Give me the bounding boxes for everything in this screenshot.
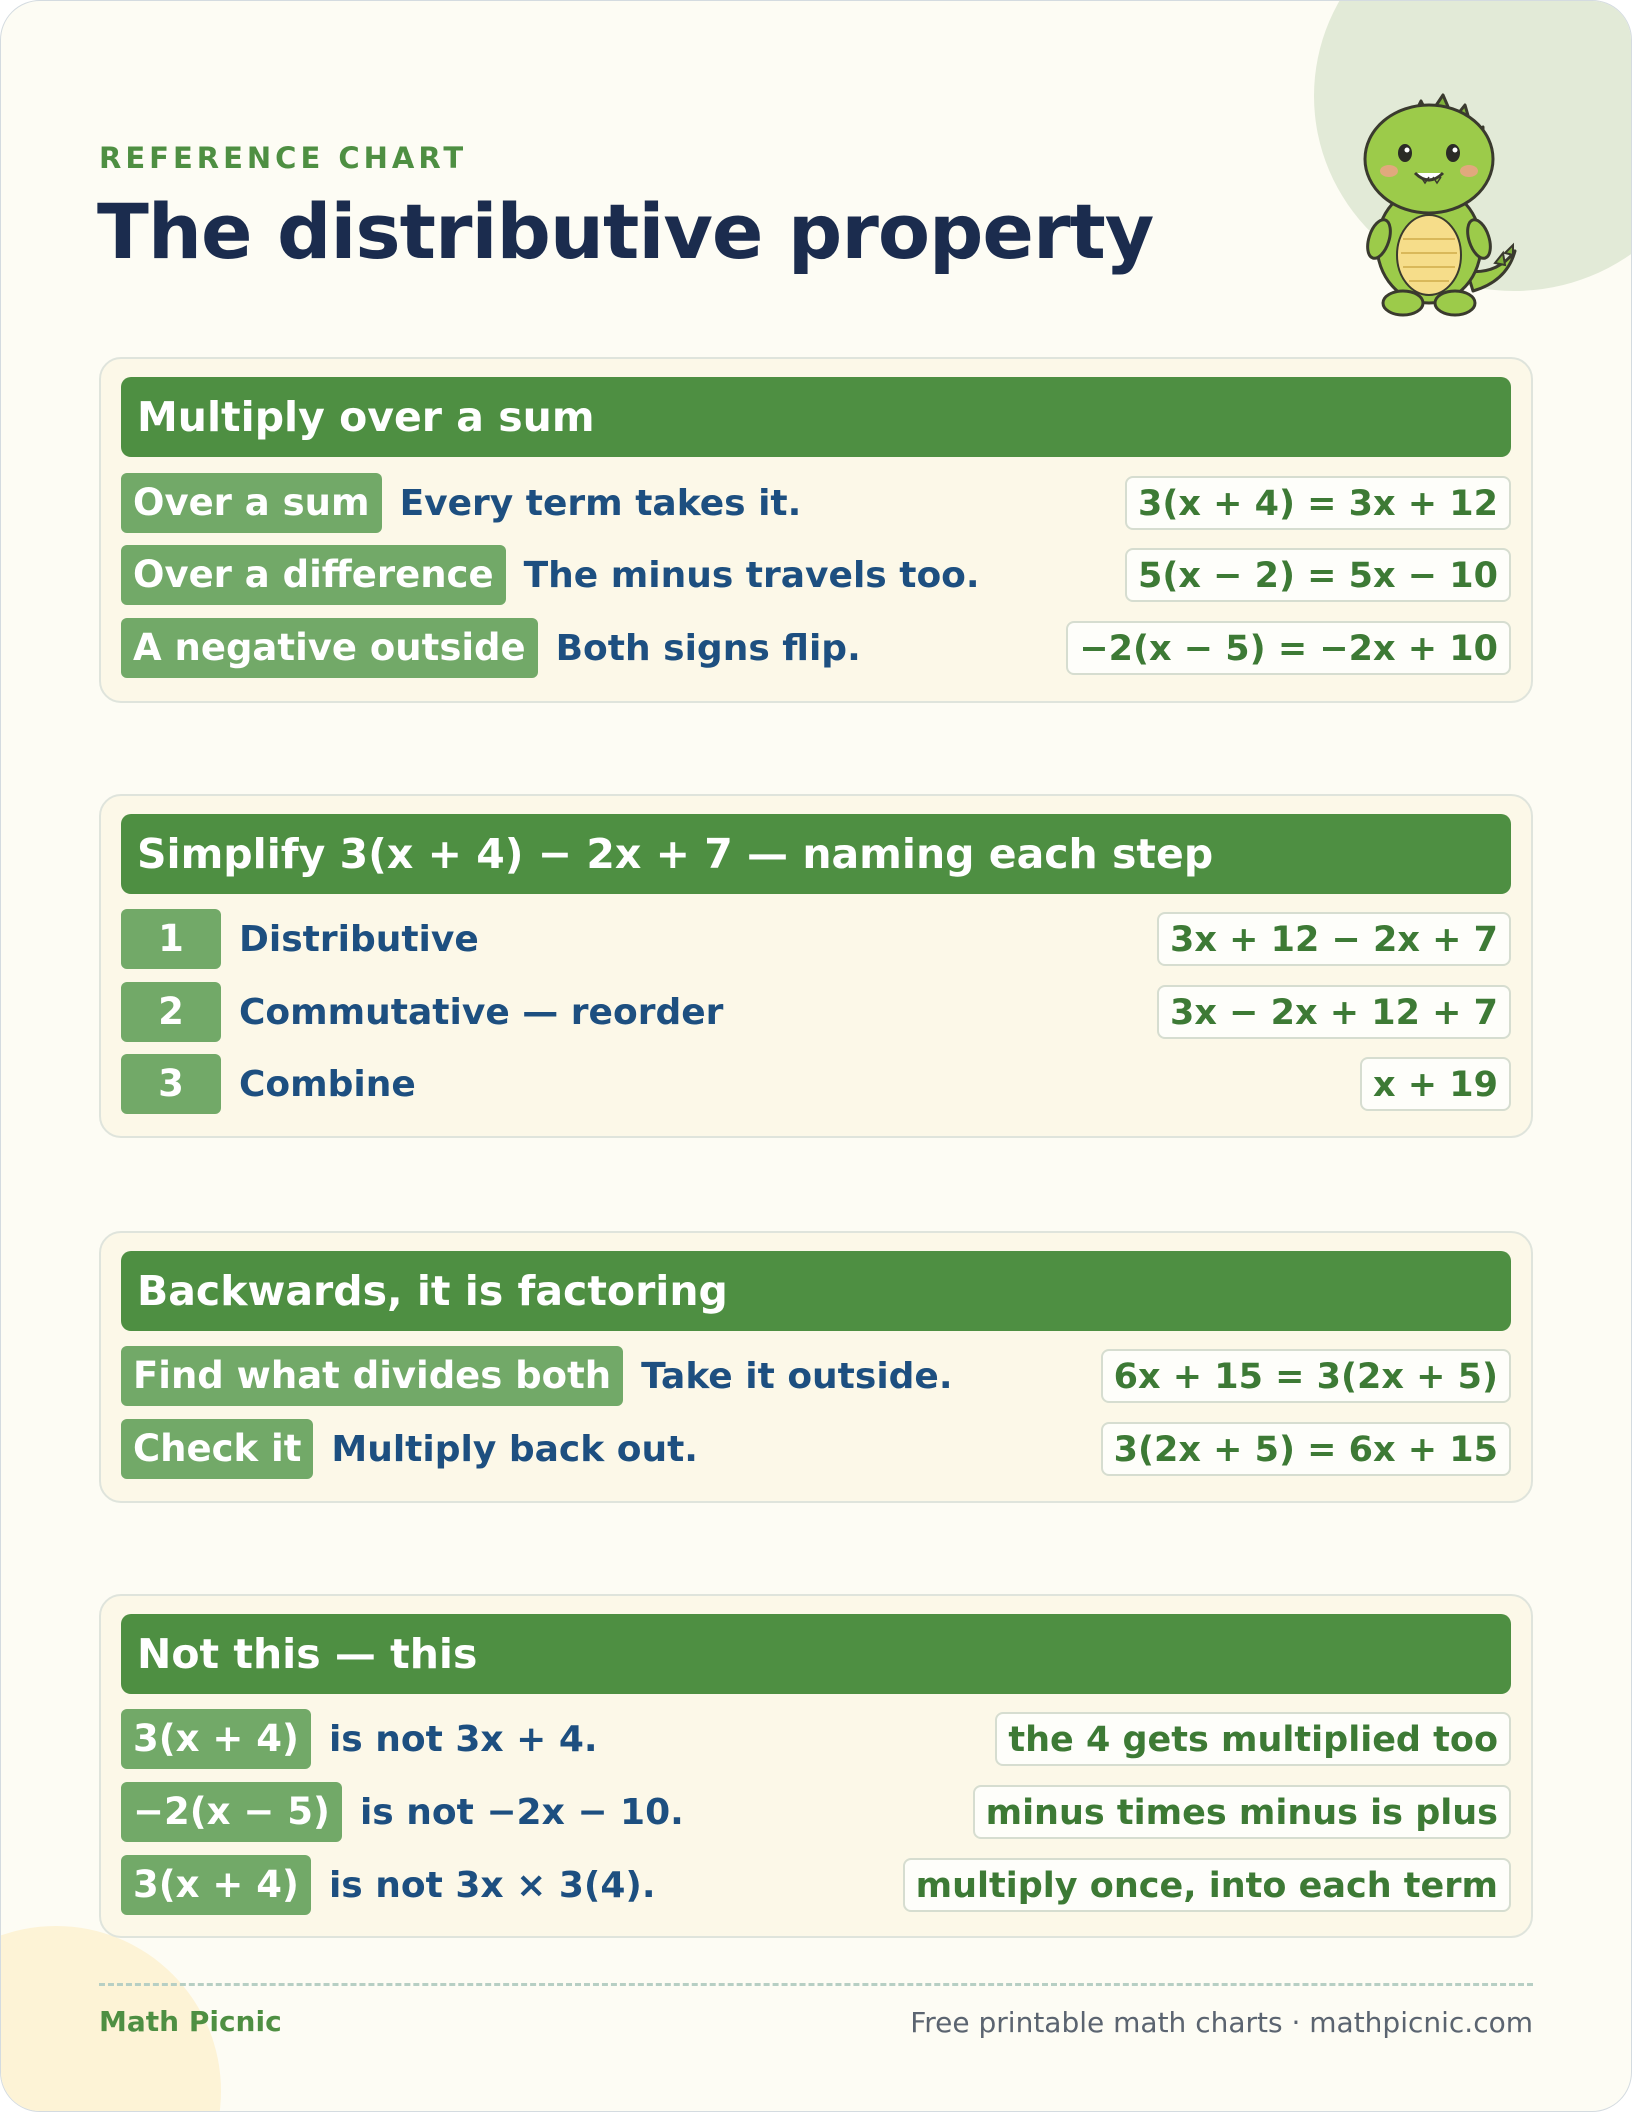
mistake-row [121, 1709, 1511, 1769]
page-title: The distributive property [97, 187, 1154, 276]
step-result: 3x − 2x + 12 + 7 [1157, 985, 1511, 1039]
step-name: Combine [239, 1063, 416, 1105]
rule-row [121, 618, 1511, 678]
step-row [121, 1054, 1511, 1114]
footer-tagline[interactable]: Free printable math charts · mathpicnic.com [910, 2006, 1533, 2039]
correction-note: the 4 gets multiplied too [995, 1712, 1511, 1766]
expression-tag: 3(x + 4) [121, 1855, 311, 1915]
rule-tag: Find what divides both [121, 1346, 623, 1406]
rule-row [121, 473, 1511, 533]
rule-tag: Check it [121, 1419, 313, 1479]
rule-tag: A negative outside [121, 618, 538, 678]
rule-tag: Over a difference [121, 545, 506, 605]
rule-description: Both signs flip. [555, 627, 861, 669]
mistake-row [121, 1782, 1511, 1842]
step-name: Commutative — reorder [239, 991, 724, 1033]
green-dinosaur-icon [1337, 93, 1519, 319]
section-heading: Backwards, it is factoring [121, 1251, 1511, 1331]
example-equation: 6x + 15 = 3(2x + 5) [1101, 1349, 1511, 1403]
step-result: 3x + 12 − 2x + 7 [1157, 912, 1511, 966]
section-simplify-steps [99, 794, 1533, 1138]
mistake-statement: is not 3x × 3(4). [328, 1864, 656, 1906]
step-row [121, 982, 1511, 1042]
section-heading: Not this — this [121, 1614, 1511, 1694]
correction-note: minus times minus is plus [973, 1785, 1511, 1839]
step-row [121, 909, 1511, 969]
example-equation: 3(2x + 5) = 6x + 15 [1101, 1422, 1511, 1476]
rule-row [121, 545, 1511, 605]
chart-eyebrow: REFERENCE CHART [99, 141, 468, 175]
correction-note: multiply once, into each term [903, 1858, 1511, 1912]
expression-tag: −2(x − 5) [121, 1782, 342, 1842]
rule-row [121, 1419, 1511, 1479]
section-common-mistakes [99, 1594, 1533, 1938]
rule-tag: Over a sum [121, 473, 382, 533]
step-number: 1 [121, 909, 221, 969]
example-equation: −2(x − 5) = −2x + 10 [1066, 621, 1511, 675]
step-result: x + 19 [1360, 1057, 1511, 1111]
footer-divider [99, 1983, 1533, 1986]
footer-brand: Math Picnic [99, 2005, 282, 2038]
rule-description: The minus travels too. [523, 554, 980, 596]
rule-description: Multiply back out. [331, 1428, 698, 1470]
example-equation: 3(x + 4) = 3x + 12 [1125, 476, 1511, 530]
expression-tag: 3(x + 4) [121, 1709, 311, 1769]
section-multiply-over-a-sum [99, 357, 1533, 703]
rule-row [121, 1346, 1511, 1406]
mistake-statement: is not 3x + 4. [328, 1718, 598, 1760]
example-equation: 5(x − 2) = 5x − 10 [1125, 548, 1511, 602]
mistake-row [121, 1855, 1511, 1915]
step-number: 3 [121, 1054, 221, 1114]
rule-description: Take it outside. [641, 1355, 953, 1397]
section-heading: Multiply over a sum [121, 377, 1511, 457]
step-number: 2 [121, 982, 221, 1042]
mistake-statement: is not −2x − 10. [359, 1791, 684, 1833]
section-factoring [99, 1231, 1533, 1503]
rule-description: Every term takes it. [399, 482, 802, 524]
step-name: Distributive [239, 918, 479, 960]
section-heading: Simplify 3(x + 4) − 2x + 7 — naming each step [121, 814, 1511, 894]
